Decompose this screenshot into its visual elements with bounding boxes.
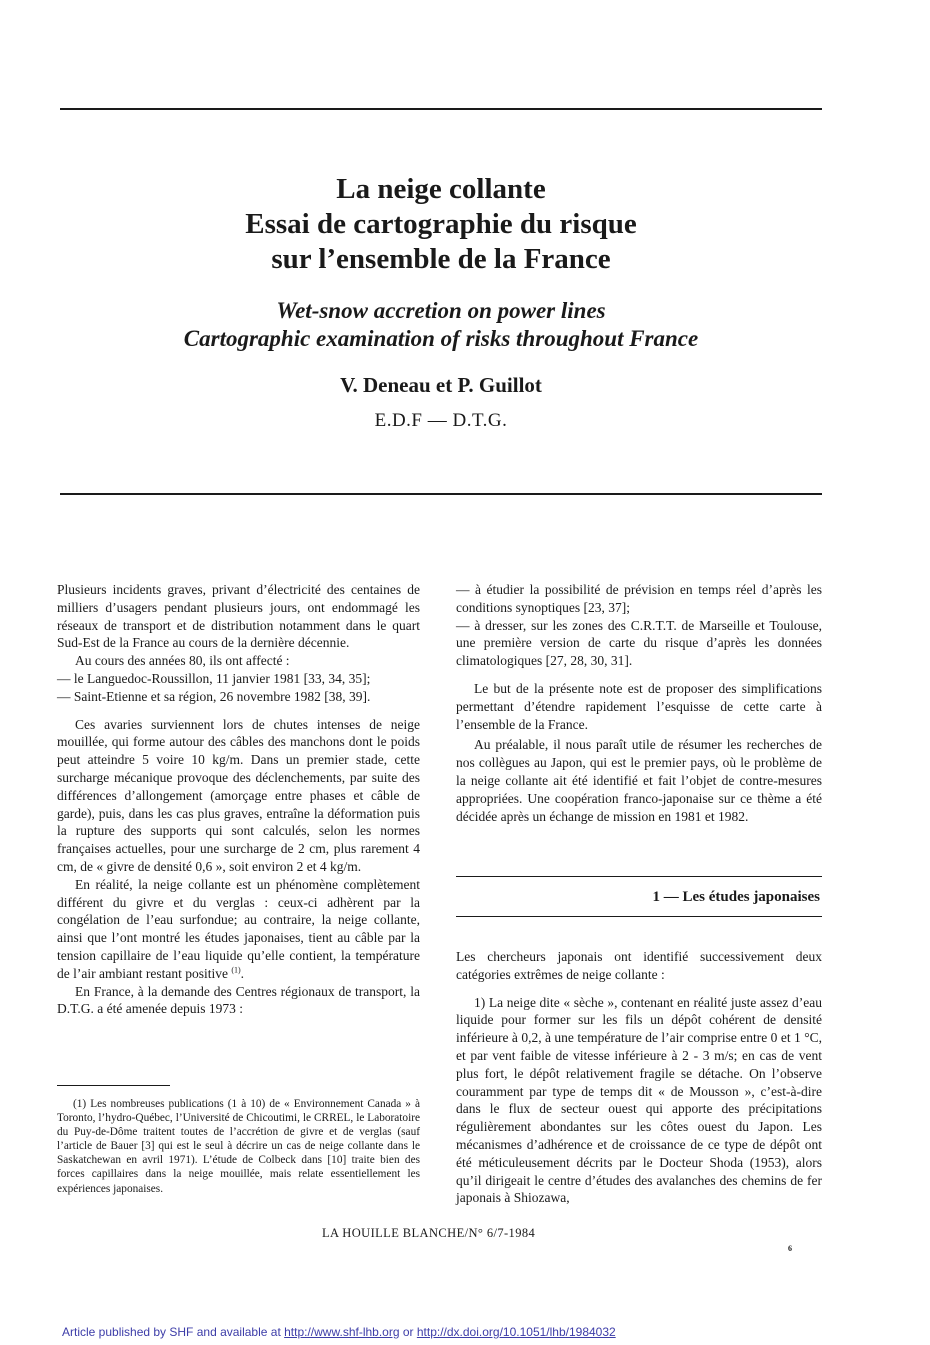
section-rule-bottom	[456, 916, 822, 917]
paragraph: Au cours des années 80, ils ont affecté :	[75, 653, 290, 669]
footnote-rule	[57, 1085, 170, 1086]
paragraph: Le but de la présente note est de proposer des simplifications permettant d’étendre rapidement l’esquisse de cette carte à l’ensemble de la France.	[456, 680, 822, 732]
left-column	[57, 581, 420, 1018]
header-bottom-rule	[60, 493, 822, 495]
shf-link[interactable]: http://www.shf-lhb.org	[284, 1325, 400, 1339]
published-text: Article published by SHF and available at	[62, 1325, 285, 1339]
section-heading: 1 — Les études japonaises	[652, 889, 820, 905]
list-item: — le Languedoc-Roussillon, 11 janvier 1981 [33, 34, 35];	[57, 670, 371, 686]
paragraph: Plusieurs incidents graves, privant d’électricité des centaines de milliers d’usagers pendant plusieurs jours, ont endommagé les réseaux de transport et de distribution notamment dans le quart Sud-Est de la France au cours de la dernière décennie.	[57, 582, 420, 651]
section-rule-top	[456, 876, 822, 877]
journal-reference: LA HOUILLE BLANCHE/N° 6/7-1984	[322, 1226, 536, 1240]
top-rule	[60, 108, 822, 110]
authors: V. Deneau et P. Guillot	[340, 373, 542, 397]
paragraph: 1) La neige dite « sèche », contenant en réalité juste assez d’eau liquide pour former sur les fils un dépôt cohérent de densité inférieure à 0,2, à une température de l’air comprise entre 0 et 1 °C, et par vent faible de vitesse inférieure à 2 - 3 m/s; en cas de vent plus fort, le dépôt relativement fragile se détache. On l’observe couramment par type de temps dit « de Mousson », c’est-à-dire dans le flux de secteur ouest qui apporte des précipitations régulièrement abondantes sur les côtes ouest du Japon. Les mécanismes d’adhérence et de croissance de ce type de dépôt ont été méticuleusement décrits par le Docteur Shoda (1953), alors qu’il dirigeait le centre d’études des avalanches des chemins de fer japonais à Shiozawa,	[456, 994, 822, 1206]
footnote-marker: (1)	[231, 965, 241, 975]
title-fr-line: La neige collante	[336, 173, 546, 205]
page-number: 6	[788, 1244, 792, 1253]
list-item: — à étudier la possibilité de prévision en temps réel d’après les conditions synoptiques [23, 37];	[456, 582, 822, 615]
list-item: — à dresser, sur les zones des C.R.T.T. de Marseille et Toulouse, une première version de carte du risque d’après les données climatologiques [27, 28, 30, 31].	[456, 617, 822, 669]
list-item: — Saint-Etienne et sa région, 26 novembre 1982 [38, 39].	[57, 688, 371, 704]
footnote: (1) Les nombreuses publications (1 à 10) de « Environnement Canada » à Toronto, l’hydro-Québec, l’Université de Chicoutimi, le CRREL, le Laboratoire du Puy-de-Dôme traitent toutes de l’accrétion de givre et de verglas (sauf l’article de Bauer [3] qui est le seul à décrire un cas de neige collante dans le Saskatchewan en avril 1971). L’étude de Colbeck dans [10] traite bien des forces capillaires dans la neige mouillée, mais relate essentiellement les expériences japonaises.	[57, 1098, 420, 1195]
title-en-line: Wet-snow accretion on power lines	[276, 298, 606, 323]
affiliation: E.D.F — D.T.G.	[374, 410, 508, 431]
paragraph: Les chercheurs japonais ont identifié successivement deux catégories extrêmes de neige collante :	[456, 949, 822, 982]
section-body	[456, 948, 822, 1207]
title-french	[60, 172, 822, 277]
title-en-line: Cartographic examination of risks throughout France	[183, 326, 699, 351]
paragraph-text: En réalité, la neige collante est un phénomène complètement différent du givre et du verglas : ceux-ci adhèrent par la congélation de l’eau surfondue; au contraire, la neige collante, ainsi que l’ont montré les études japonaises, tient au câble par la tension capillaire de l’eau liquide qu’elle contient, la température de l’air ambiant restant positive	[57, 876, 420, 981]
paragraph: En réalité, la neige collante est un phénomène complètement différent du givre et du verglas : ceux-ci adhèrent par la congélation de l’eau surfondue; au contraire, la neige collante, ainsi que l’ont montré les études japonaises, tient au câble par la tension capillaire de l’eau liquide qu’elle contient, la température de l’air ambiant restant positive $^{(1)}$.	[57, 876, 420, 981]
published-notice	[62, 1325, 616, 1339]
paragraph: Au préalable, il nous paraît utile de résumer les recherches de nos collègues au Japon, qui est le premier pays, où le problème de la neige collante ait été identifié et fait l’objet de contre-mesures appropriées. Une coopération franco-japonaise sur ce thème a été décidée après un échange de mission en 1981 et 1982.	[456, 737, 822, 824]
title-fr-line: Essai de cartographie du risque	[245, 208, 637, 240]
title-block	[60, 172, 822, 432]
paragraph: Ces avaries surviennent lors de chutes intenses de neige mouillée, qui forme autour des câbles des manchons dont le poids peut atteindre 5 voire 10 kg/m. Dans un premier stade, cette surcharge mécanique provoque des déclenchements, par suite des différences d’allongement (amorçage entre phases et câble de garde), puis, dans les cas plus graves, entraîne la déformation puis la rupture des supports qui sont calculés, selon les normes françaises actuelles, pour une surcharge de 2 cm, plus rarement 4 cm, de « givre de densité 0,6 », soit environ 2 et 4 kg/m.	[57, 716, 420, 874]
doi-link[interactable]: http://dx.doi.org/10.1051/lhb/1984032	[416, 1325, 616, 1339]
published-or: or	[399, 1325, 417, 1339]
title-fr-line: sur l’ensemble de la France	[271, 243, 611, 275]
paragraph: En France, à la demande des Centres régionaux de transport, la D.T.G. a été amenée depuis 1973 :	[57, 983, 420, 1017]
right-column	[456, 581, 822, 825]
title-english	[60, 297, 822, 353]
